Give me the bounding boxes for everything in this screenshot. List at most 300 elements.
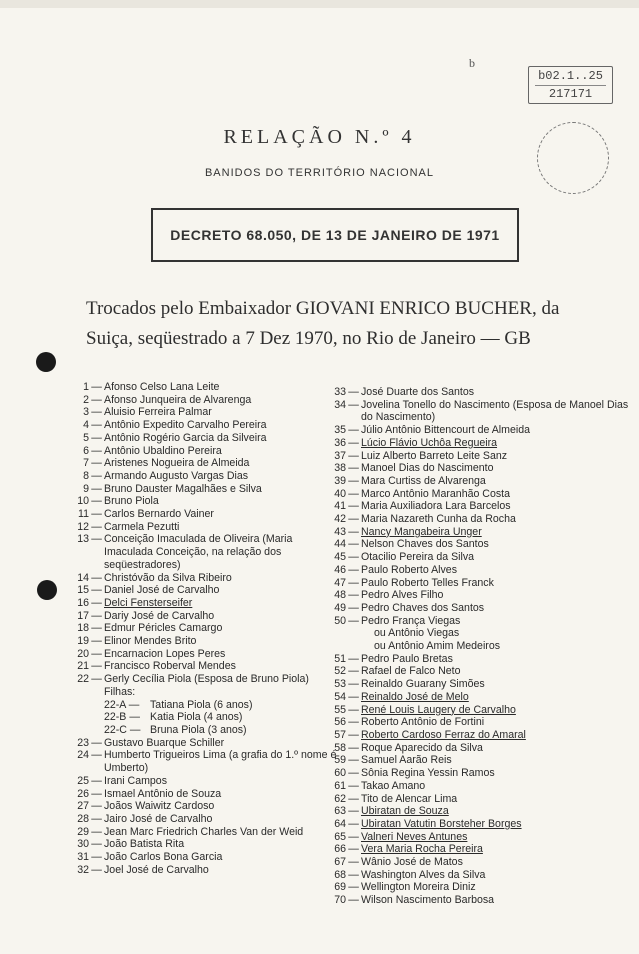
entry-name: Sônia Regina Yessin Ramos — [361, 767, 495, 780]
entry-dash: — — [91, 431, 102, 444]
right-list-part-2 — [330, 653, 630, 907]
entry-name: Bruno Dauster Magalhães e Silva — [104, 482, 262, 495]
entry-name: Elinor Mendes Brito — [104, 635, 197, 648]
entry-dash: — — [348, 779, 359, 792]
entry-name: Roque Aparecido da Silva — [361, 741, 483, 754]
entry-number: 57 — [334, 728, 346, 741]
alias-list — [330, 627, 630, 652]
entry-name: Irani Campos — [104, 774, 167, 787]
entry-dash: — — [348, 868, 359, 881]
child-number: 22-C — — [104, 723, 141, 736]
entry-number: 51 — [334, 652, 346, 665]
entry-dash: — — [348, 601, 359, 614]
entry-number: 36 — [334, 436, 346, 449]
entry-name: Joãos Waiwitz Cardoso — [104, 800, 215, 813]
entry-number: 21 — [77, 660, 89, 673]
list-item — [330, 843, 630, 856]
entry-number: 22 — [77, 673, 89, 686]
entry-dash: — — [348, 741, 359, 754]
entry-name: José Duarte dos Santos — [361, 386, 475, 398]
entry-number: 38 — [334, 462, 346, 475]
entry-number: 66 — [334, 843, 346, 856]
entry-dash: — — [91, 508, 102, 521]
entry-name: João Batista Rita — [104, 838, 185, 851]
list-item — [330, 500, 630, 513]
right-list-part-1 — [330, 386, 630, 627]
entry-name: Marco Antônio Maranhão Costa — [361, 487, 510, 500]
entry-number: 50 — [334, 614, 346, 627]
entry-name: Conceição Imaculada de Oliveira (Maria Imaculada Conceição, na relação dos seqüestradores) — [104, 533, 293, 571]
entry-dash: — — [348, 728, 359, 741]
entry-dash: — — [91, 533, 102, 546]
list-item — [71, 432, 341, 445]
entry-name: João Carlos Bona Garcia — [104, 851, 223, 864]
list-item — [71, 470, 341, 483]
entry-dash: — — [348, 767, 359, 780]
entry-name: Wellington Moreira Diniz — [361, 881, 476, 894]
entry-dash: — — [348, 881, 359, 894]
list-item — [330, 716, 630, 729]
list-item — [330, 564, 630, 577]
entry-dash: — — [348, 500, 359, 513]
entry-number: 31 — [77, 851, 89, 864]
list-item — [330, 526, 630, 539]
left-list-part-1 — [71, 381, 341, 686]
entry-name: Paulo Roberto Telles Franck — [361, 576, 494, 589]
entry-dash: — — [91, 495, 102, 508]
entry-dash: — — [91, 571, 102, 584]
entry-dash: — — [348, 843, 359, 856]
entry-dash: — — [348, 449, 359, 462]
entry-dash: — — [91, 520, 102, 533]
list-item — [71, 788, 341, 801]
entry-number: 53 — [334, 678, 346, 691]
entry-dash: — — [348, 589, 359, 602]
list-item — [330, 754, 630, 767]
list-item — [71, 864, 341, 877]
child-name: Katia Piola (4 anos) — [150, 711, 243, 724]
entry-name: Dariy José de Carvalho — [104, 609, 215, 622]
list-item — [71, 635, 341, 648]
child-name: Bruna Piola (3 anos) — [150, 723, 247, 736]
entry-name: Daniel José de Carvalho — [104, 584, 220, 597]
entry-name: Nancy Mangabeira Unger — [361, 525, 482, 538]
list-item — [330, 551, 630, 564]
entry-number: 4 — [83, 419, 89, 432]
list-item — [330, 437, 630, 450]
entry-number: 7 — [83, 457, 89, 470]
child-item — [71, 711, 341, 724]
entry-dash: — — [91, 749, 102, 762]
entry-dash: — — [348, 462, 359, 475]
entry-name: Armando Augusto Vargas Dias — [104, 469, 249, 482]
entry-number: 46 — [334, 563, 346, 576]
entry-number: 32 — [77, 863, 89, 876]
entry-name: Samuel Aarão Reis — [361, 754, 452, 767]
entry-number: 70 — [334, 894, 346, 907]
entry-dash: — — [348, 474, 359, 487]
entry-name: Júlio Antônio Bittencourt de Almeida — [361, 424, 531, 437]
list-item — [330, 577, 630, 590]
entry-dash: — — [91, 584, 102, 597]
entry-dash: — — [91, 673, 102, 686]
entry-number: 18 — [77, 622, 89, 635]
child-item — [71, 699, 341, 712]
entry-number: 17 — [77, 609, 89, 622]
entry-number: 10 — [77, 495, 89, 508]
archive-stamp — [528, 66, 613, 104]
entry-number: 16 — [77, 596, 89, 609]
left-list-part-2 — [71, 737, 341, 877]
list-item — [330, 704, 630, 717]
entry-number: 55 — [334, 703, 346, 716]
list-item — [71, 737, 341, 750]
list-item — [71, 572, 341, 585]
entry-name: Edmur Péricles Camargo — [104, 622, 223, 635]
entry-name: Rafael de Falco Neto — [361, 665, 461, 678]
entry-number: 47 — [334, 576, 346, 589]
entry-name: Gerly Cecília Piola (Esposa de Bruno Piola) — [104, 673, 309, 686]
entry-number: 44 — [334, 538, 346, 551]
entry-name: Carmela Pezutti — [104, 520, 180, 533]
entry-dash: — — [348, 830, 359, 843]
entry-name: Aluisio Ferreira Palmar — [104, 406, 212, 419]
entry-number: 48 — [334, 589, 346, 602]
entry-name: Afonso Junqueira de Alvarenga — [104, 393, 252, 406]
entry-number: 9 — [83, 482, 89, 495]
entry-dash: — — [91, 381, 102, 393]
entry-name: Roberto Antônio de Fortini — [361, 716, 485, 729]
punch-hole — [37, 580, 57, 600]
entry-number: 45 — [334, 551, 346, 564]
entry-name: Delci Fensterseifer — [104, 596, 193, 609]
child-item — [71, 724, 341, 737]
punch-hole — [36, 352, 56, 372]
entry-number: 30 — [77, 838, 89, 851]
list-item — [71, 648, 341, 661]
list-item — [71, 622, 341, 635]
entry-name: Luiz Alberto Barreto Leite Sanz — [361, 449, 508, 462]
entry-dash: — — [91, 406, 102, 419]
entry-dash: — — [348, 703, 359, 716]
list-item — [330, 475, 630, 488]
entry-dash: — — [348, 513, 359, 526]
entry-dash: — — [348, 424, 359, 437]
intro-text: Trocados pelo Embaixador GIOVANI ENRICO BUCHER, da Suiça, seqüestrado a 7 Dez 1970, no Rio de Janeiro — GB — [86, 298, 560, 349]
entry-number: 56 — [334, 716, 346, 729]
entry-number: 64 — [334, 817, 346, 830]
entry-number: 19 — [77, 635, 89, 648]
archive-stamp-line2: 217171 — [535, 85, 606, 103]
entry-dash: — — [348, 576, 359, 589]
entry-dash: — — [91, 812, 102, 825]
list-item — [71, 673, 341, 686]
entry-number: 68 — [334, 868, 346, 881]
list-item — [330, 665, 630, 678]
entry-number: 28 — [77, 812, 89, 825]
entry-name: Washington Alves da Silva — [361, 868, 486, 881]
entry-name: Ubiratan de Souza — [361, 805, 449, 818]
entry-dash: — — [348, 690, 359, 703]
entry-dash: — — [91, 622, 102, 635]
list-item — [71, 660, 341, 673]
entry-dash: — — [348, 856, 359, 869]
list-item — [71, 457, 341, 470]
list-item — [330, 513, 630, 526]
list-item — [330, 818, 630, 831]
entry-number: 37 — [334, 449, 346, 462]
list-item — [71, 508, 341, 521]
entry-dash: — — [91, 419, 102, 432]
entry-name: Ubiratan Vatutin Borsteher Borges — [361, 817, 522, 830]
entry-dash: — — [348, 525, 359, 538]
entry-name: Encarnacion Lopes Peres — [104, 647, 226, 660]
entry-dash: — — [91, 635, 102, 648]
entry-name: Tito de Alencar Lima — [361, 792, 458, 805]
list-item — [71, 597, 341, 610]
entry-name: Maria Auxiliadora Lara Barcelos — [361, 500, 511, 513]
entry-name: Pedro França Viegas — [361, 614, 461, 627]
entry-name: Takao Amano — [361, 779, 426, 792]
list-item — [330, 386, 630, 399]
list-item — [330, 589, 630, 602]
entry-number: 2 — [83, 393, 89, 406]
list-item — [330, 881, 630, 894]
entry-dash: — — [348, 538, 359, 551]
entry-number: 69 — [334, 881, 346, 894]
entry-name: Antônio Expedito Carvalho Pereira — [104, 419, 267, 432]
entry-number: 52 — [334, 665, 346, 678]
entry-dash: — — [348, 805, 359, 818]
entry-name: Lúcio Flávio Uchôa Regueira — [361, 436, 498, 449]
left-name-list — [71, 381, 341, 876]
entry-name: Francisco Roberval Mendes — [104, 660, 236, 673]
entry-number: 5 — [83, 431, 89, 444]
entry-name: Vera Maria Rocha Pereira — [361, 843, 483, 856]
entry-name: Reinaldo José de Melo — [361, 690, 469, 703]
entry-dash: — — [91, 774, 102, 787]
list-item — [330, 742, 630, 755]
entry-name: Otacilio Pereira da Silva — [361, 551, 475, 564]
list-item — [71, 406, 341, 419]
entry-name: Nelson Chaves dos Santos — [361, 538, 489, 551]
entry-dash: — — [348, 551, 359, 564]
list-item — [330, 805, 630, 818]
entry-number: 35 — [334, 424, 346, 437]
entry-dash: — — [348, 665, 359, 678]
entry-dash: — — [348, 894, 359, 907]
entry-dash: — — [91, 660, 102, 673]
list-item — [71, 813, 341, 826]
entry-number: 20 — [77, 647, 89, 660]
list-item — [330, 780, 630, 793]
list-item — [71, 584, 341, 597]
entry-dash: — — [91, 647, 102, 660]
list-item — [330, 602, 630, 615]
entry-dash: — — [91, 736, 102, 749]
entry-number: 61 — [334, 779, 346, 792]
entry-dash: — — [91, 863, 102, 876]
entry-number: 6 — [83, 444, 89, 457]
list-item — [71, 495, 341, 508]
entry-dash: — — [91, 457, 102, 470]
entry-dash: — — [348, 398, 359, 411]
entry-name: Mara Curtiss de Alvarenga — [361, 474, 486, 487]
entry-number: 27 — [77, 800, 89, 813]
entry-number: 59 — [334, 754, 346, 767]
entry-number: 62 — [334, 792, 346, 805]
list-item — [71, 445, 341, 458]
child-name: Tatiana Piola (6 anos) — [150, 698, 253, 711]
entry-dash: — — [91, 825, 102, 838]
children-label — [71, 686, 341, 699]
entry-number: 1 — [83, 381, 89, 393]
decree-box — [151, 208, 519, 262]
entry-number: 23 — [77, 736, 89, 749]
entry-number: 3 — [83, 406, 89, 419]
entry-number: 63 — [334, 805, 346, 818]
entry-name: Roberto Cardoso Ferraz do Amaral — [361, 728, 526, 741]
entry-name: Manoel Dias do Nascimento — [361, 462, 494, 475]
entry-dash: — — [348, 754, 359, 767]
entry-number: 65 — [334, 830, 346, 843]
entry-number: 54 — [334, 690, 346, 703]
list-item — [71, 775, 341, 788]
list-item — [71, 483, 341, 496]
alias-name: ou Antônio Amim Medeiros — [374, 640, 501, 653]
entry-dash: — — [91, 609, 102, 622]
entry-number: 13 — [77, 533, 89, 546]
entry-dash: — — [348, 386, 359, 398]
entry-name: Christóvão da Silva Ribeiro — [104, 571, 232, 584]
list-item — [71, 610, 341, 623]
list-item — [330, 538, 630, 551]
entry-name: Wânio José de Matos — [361, 856, 463, 869]
entry-name: Aristenes Nogueira de Almeida — [104, 457, 250, 470]
entry-number: 39 — [334, 474, 346, 487]
entry-number: 34 — [334, 398, 346, 411]
entry-number: 14 — [77, 571, 89, 584]
entry-dash: — — [348, 436, 359, 449]
entry-dash: — — [91, 851, 102, 864]
list-item — [330, 729, 630, 742]
entry-name: Wilson Nascimento Barbosa — [361, 894, 495, 907]
entry-name: Maria Nazareth Cunha da Rocha — [361, 513, 516, 526]
entry-name: Pedro Paulo Bretas — [361, 652, 453, 665]
list-item — [71, 800, 341, 813]
corner-mark: b — [469, 56, 475, 70]
entry-number: 24 — [77, 749, 89, 762]
list-item — [330, 831, 630, 844]
list-item — [330, 653, 630, 666]
entry-name: Joel José de Carvalho — [104, 863, 209, 876]
page-subtitle: BANIDOS DO TERRITÓRIO NACIONAL — [204, 167, 435, 179]
alias-item — [330, 640, 630, 653]
list-item — [71, 381, 341, 394]
entry-name: Reinaldo Guarany Simões — [361, 678, 485, 691]
entry-name: René Louis Laugery de Carvalho — [361, 703, 516, 716]
list-item — [71, 521, 341, 534]
children-label-text: Filhas: — [104, 685, 136, 698]
page-top-edge — [0, 0, 639, 8]
entry-number: 33 — [334, 386, 346, 398]
right-name-list — [330, 386, 630, 907]
list-item — [330, 793, 630, 806]
entry-name: Ismael Antônio de Souza — [104, 787, 222, 800]
entry-dash: — — [348, 652, 359, 665]
entry-name: Pedro Chaves dos Santos — [361, 601, 485, 614]
child-number: 22-A — — [104, 698, 140, 711]
entry-dash: — — [91, 596, 102, 609]
list-item — [71, 851, 341, 864]
entry-name: Humberto Trigueiros Lima (a grafia do 1.º nome é Umberto) — [104, 749, 337, 775]
list-item — [71, 533, 341, 571]
entry-name: Gustavo Buarque Schiller — [104, 736, 225, 749]
entry-name: Jovelina Tonello do Nascimento (Esposa de Manoel Dias do Nascimento) — [361, 398, 629, 424]
list-item — [330, 399, 630, 424]
entry-number: 58 — [334, 741, 346, 754]
entry-name: Antônio Rogério Garcia da Silveira — [104, 431, 267, 444]
entry-number: 41 — [334, 500, 346, 513]
entry-number: 60 — [334, 767, 346, 780]
list-item — [330, 856, 630, 869]
list-item — [330, 869, 630, 882]
entry-dash: — — [348, 487, 359, 500]
entry-number: 12 — [77, 520, 89, 533]
decree-text: DECRETO 68.050, DE 13 DE JANEIRO DE 1971 — [170, 227, 500, 243]
entry-number: 11 — [78, 508, 89, 521]
list-item — [330, 615, 630, 628]
list-item — [330, 767, 630, 780]
list-item — [330, 450, 630, 463]
entry-name: Antônio Ubaldino Pereira — [104, 444, 222, 457]
entry-dash: — — [91, 444, 102, 457]
entry-name: Pedro Alves Filho — [361, 589, 444, 602]
entry-dash: — — [348, 678, 359, 691]
list-item — [330, 678, 630, 691]
list-item — [71, 394, 341, 407]
list-item — [330, 894, 630, 907]
entry-name: Jean Marc Friedrich Charles Van der Weid — [104, 825, 304, 838]
entry-name: Afonso Celso Lana Leite — [104, 381, 220, 393]
entry-dash: — — [348, 614, 359, 627]
entry-number: 26 — [77, 787, 89, 800]
entry-number: 49 — [334, 601, 346, 614]
entry-name: Carlos Bernardo Vainer — [104, 508, 214, 521]
entry-dash: — — [348, 817, 359, 830]
list-item — [330, 488, 630, 501]
alias-item — [330, 627, 630, 640]
list-item — [71, 749, 341, 774]
entry-name: Valneri Neves Antunes — [361, 830, 468, 843]
entry-number: 8 — [83, 469, 89, 482]
entry-number: 43 — [334, 525, 346, 538]
entry-number: 25 — [77, 774, 89, 787]
entry-dash: — — [91, 482, 102, 495]
page-title: RELAÇÃO N.º 4 — [223, 126, 416, 148]
entry-number: 42 — [334, 513, 346, 526]
list-item — [71, 838, 341, 851]
child-number: 22-B — — [104, 711, 140, 724]
entry-number: 29 — [77, 825, 89, 838]
list-item — [330, 424, 630, 437]
list-item — [330, 462, 630, 475]
entry-number: 40 — [334, 487, 346, 500]
list-item — [71, 419, 341, 432]
entry-name: Bruno Piola — [104, 495, 159, 508]
entry-dash: — — [348, 563, 359, 576]
entry-dash: — — [348, 716, 359, 729]
